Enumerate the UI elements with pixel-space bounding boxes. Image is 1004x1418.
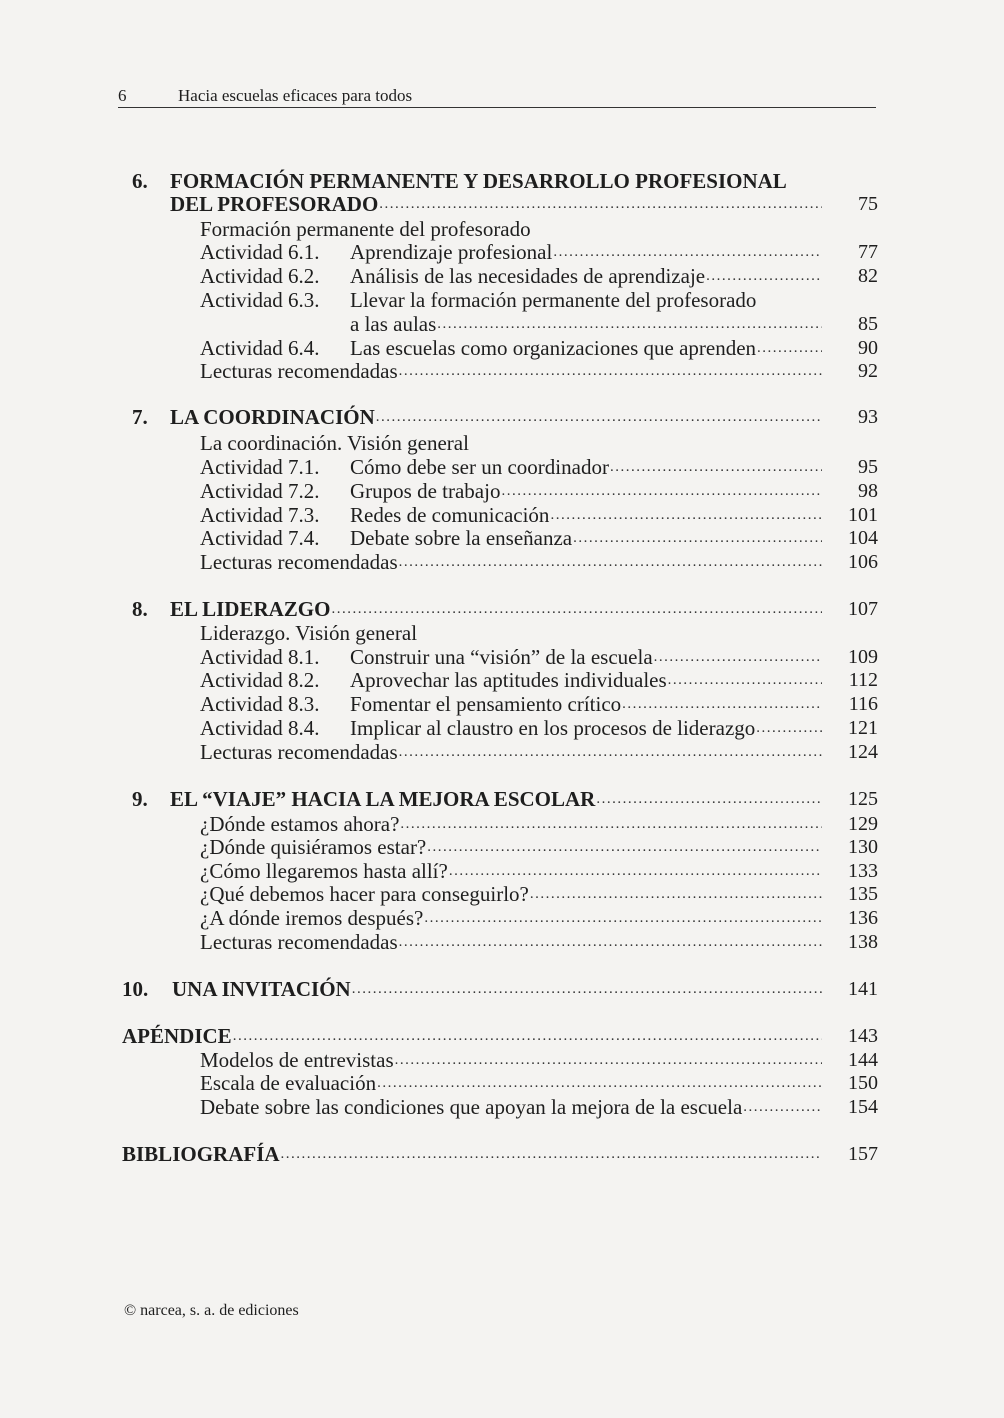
leader-dots: [280, 1141, 822, 1167]
page-ref: 141: [848, 978, 878, 1000]
page-ref: 95: [858, 456, 878, 478]
entry-text: Aprendizaje profesional: [350, 240, 553, 264]
toc-entry[interactable]: [200, 430, 800, 456]
toc-entry[interactable]: [200, 691, 878, 717]
section-title: APÉNDICE: [122, 1024, 232, 1048]
page-ref: 154: [848, 1096, 878, 1118]
leader-dots: [376, 1070, 822, 1096]
leader-dots: [423, 905, 822, 931]
leader-dots: [426, 834, 822, 860]
entry-text: Lecturas recomendadas: [200, 359, 398, 383]
entry-text: Debate sobre la enseñanza: [350, 526, 573, 550]
entry-text: ¿A dónde iremos después?: [200, 906, 424, 930]
entry-body: [350, 525, 822, 551]
entry-body: [200, 549, 822, 575]
toc-entry[interactable]: [200, 1070, 878, 1096]
entry-body: [200, 905, 822, 931]
toc-appendix-heading[interactable]: [122, 1023, 878, 1049]
entry-body: [200, 834, 822, 860]
page-ref: 144: [848, 1049, 878, 1071]
page-ref: 157: [848, 1143, 878, 1165]
entry-body: [122, 1023, 822, 1049]
toc-entry-cont[interactable]: [200, 311, 878, 337]
entry-text: Análisis de las necesidades de aprendizaje: [350, 264, 706, 288]
entry-text: Liderazgo. Visión general: [200, 621, 418, 645]
toc-section-8-heading[interactable]: [132, 596, 878, 622]
entry-text: Llevar la formación permanente del profesorado: [350, 288, 757, 312]
toc-entry[interactable]: [200, 478, 878, 504]
leader-dots: [351, 976, 822, 1002]
leader-dots: [398, 358, 822, 384]
activity-label: Actividad 7.4.: [200, 526, 320, 550]
leader-dots: [398, 549, 822, 575]
entry-text: Construir una “visión” de la escuela: [350, 645, 653, 669]
page-number: 6: [118, 86, 127, 105]
section-title: LA COORDINACIÓN: [170, 405, 375, 429]
page-ref: 135: [848, 883, 878, 905]
activity-label: Actividad 8.2.: [200, 668, 320, 692]
entry-body: [172, 976, 822, 1002]
leader-dots: [330, 596, 822, 622]
page-ref: 138: [848, 931, 878, 953]
activity-label: Actividad 7.3.: [200, 503, 320, 527]
page-ref: 85: [858, 313, 878, 335]
section-title: EL LIDERAZGO: [170, 597, 331, 621]
entry-body: [170, 191, 822, 217]
page-ref: 116: [848, 693, 878, 715]
page-ref: 112: [848, 669, 878, 691]
entry-text: La coordinación. Visión general: [200, 431, 469, 455]
entry-text: Formación permanente del profesorado: [200, 217, 531, 241]
entry-text: Debate sobre las condiciones que apoyan la mejora de la escuela: [200, 1095, 743, 1119]
entry-text: ¿Qué debemos hacer para conseguirlo?: [200, 882, 529, 906]
leader-dots: [705, 263, 822, 289]
page-ref: 106: [848, 551, 878, 573]
entry-body: [170, 404, 822, 430]
page-ref: 130: [848, 836, 878, 858]
entry-body: [200, 881, 822, 907]
section-title: UNA INVITACIÓN: [172, 977, 351, 1001]
toc-bibliography-heading[interactable]: [122, 1141, 878, 1167]
page-ref: 101: [848, 504, 878, 526]
section-title: FORMACIÓN PERMANENTE Y DESARROLLO PROFESIONAL: [170, 169, 787, 193]
section-number: 7.: [132, 405, 148, 429]
page-ref: 121: [848, 717, 878, 739]
copyright-footer: © narcea, s. a. de ediciones: [124, 1302, 299, 1319]
entry-text: Cómo debe ser un coordinador: [350, 455, 609, 479]
activity-label: Actividad 6.4.: [200, 336, 320, 360]
page-ref: 77: [858, 241, 878, 263]
section-title-cont: DEL PROFESORADO: [170, 192, 379, 216]
entry-body: [200, 739, 822, 765]
entry-text: ¿Dónde quisiéramos estar?: [200, 835, 427, 859]
page-ref: 150: [848, 1072, 878, 1094]
leader-dots: [621, 691, 822, 717]
activity-label: Actividad 8.1.: [200, 645, 320, 669]
activity-label: Actividad 8.3.: [200, 692, 320, 716]
entry-text: Escala de evaluación: [200, 1071, 377, 1095]
leader-dots: [552, 239, 822, 265]
leader-dots: [609, 454, 822, 480]
activity-label: Actividad 8.4.: [200, 716, 320, 740]
toc-entry[interactable]: [200, 525, 878, 551]
leader-dots: [595, 786, 822, 812]
toc-entry[interactable]: [200, 454, 878, 480]
activity-label: Actividad 6.3.: [200, 288, 320, 312]
leader-dots: [742, 1094, 822, 1120]
leader-dots: [232, 1023, 822, 1049]
toc-section-6-heading-cont[interactable]: [132, 191, 878, 217]
toc-entry[interactable]: [200, 881, 878, 907]
page-ref: 104: [848, 527, 878, 549]
toc-entry[interactable]: [200, 1094, 878, 1120]
page-ref: 109: [848, 646, 878, 668]
section-title: BIBLIOGRAFÍA: [122, 1142, 280, 1166]
toc-entry[interactable]: [200, 549, 878, 575]
entry-text: Lecturas recomendadas: [200, 930, 398, 954]
activity-label: Actividad 6.1.: [200, 240, 320, 264]
toc-entry[interactable]: [200, 715, 878, 741]
toc-section-10-heading[interactable]: [122, 976, 878, 1002]
toc-entry[interactable]: [200, 834, 878, 860]
page-ref: 125: [848, 788, 878, 810]
leader-dots: [398, 739, 822, 765]
entry-body: [350, 478, 822, 504]
entry-body: [200, 1070, 822, 1096]
page-ref: 133: [848, 860, 878, 882]
entry-text: ¿Cómo llegaremos hasta allí?: [200, 859, 448, 883]
activity-label: Actividad 7.1.: [200, 455, 320, 479]
leader-dots: [398, 929, 822, 955]
leader-dots: [755, 715, 822, 741]
leader-dots: [667, 667, 822, 693]
entry-body: [200, 929, 822, 955]
entry-text: Implicar al claustro en los procesos de liderazgo: [350, 716, 756, 740]
toc-entry[interactable]: [200, 358, 878, 384]
entry-text: Lecturas recomendadas: [200, 740, 398, 764]
activity-label: Actividad 7.2.: [200, 479, 320, 503]
entry-body: [350, 454, 822, 480]
toc-entry[interactable]: [200, 263, 878, 289]
entry-text: Redes de comunicación: [350, 503, 550, 527]
section-title: EL “VIAJE” HACIA LA MEJORA ESCOLAR: [170, 787, 596, 811]
section-number: 8.: [132, 597, 148, 621]
leader-dots: [375, 404, 822, 430]
entry-text: Modelos de entrevistas: [200, 1048, 394, 1072]
entry-text: Aprovechar las aptitudes individuales: [350, 668, 667, 692]
entry-body: [350, 667, 822, 693]
toc-section-7-heading[interactable]: [132, 404, 878, 430]
section-number: 9.: [132, 787, 148, 811]
page-ref: 92: [858, 360, 878, 382]
page-ref: 143: [848, 1025, 878, 1047]
page-ref: 82: [858, 265, 878, 287]
entry-body: [350, 715, 822, 741]
toc-entry[interactable]: [200, 929, 878, 955]
entry-text: Fomentar el pensamiento crítico: [350, 692, 622, 716]
entry-text: Grupos de trabajo: [350, 479, 501, 503]
entry-body: [350, 691, 822, 717]
toc-entry[interactable]: [200, 739, 878, 765]
page-ref: 75: [858, 193, 878, 215]
leader-dots: [529, 881, 822, 907]
leader-dots: [500, 478, 822, 504]
entry-text: Lecturas recomendadas: [200, 550, 398, 574]
leader-dots: [378, 191, 822, 217]
toc-entry[interactable]: [200, 287, 878, 313]
activity-label: Actividad 6.2.: [200, 264, 320, 288]
page-ref: 124: [848, 741, 878, 763]
entry-text-cont: a las aulas: [350, 312, 437, 336]
entry-body: [122, 1141, 822, 1167]
toc-entry[interactable]: [200, 239, 878, 265]
page-ref: 107: [848, 598, 878, 620]
entry-text: Las escuelas como organizaciones que aprenden: [350, 336, 757, 360]
leader-dots: [436, 311, 822, 337]
entry-body: [170, 596, 822, 622]
page-ref: 90: [858, 337, 878, 359]
page-ref: 129: [848, 813, 878, 835]
entry-body: [350, 239, 822, 265]
toc-entry[interactable]: [200, 667, 878, 693]
page-ref: 93: [858, 406, 878, 428]
running-title: Hacia escuelas eficaces para todos: [178, 86, 413, 105]
toc-section-9-heading[interactable]: [132, 786, 878, 812]
entry-body: [200, 358, 822, 384]
toc-entry[interactable]: [200, 620, 800, 646]
entry-body: [350, 311, 822, 337]
entry-body: [200, 1094, 822, 1120]
leader-dots: [572, 525, 822, 551]
entry-text: ¿Dónde estamos ahora?: [200, 812, 400, 836]
entry-body: [170, 786, 822, 812]
section-number: 10.: [122, 977, 149, 1001]
section-number: 6.: [132, 169, 148, 193]
header-rule: [118, 107, 876, 108]
page-ref: 98: [858, 480, 878, 502]
page-ref: 136: [848, 907, 878, 929]
toc-entry[interactable]: [200, 905, 878, 931]
entry-body: [350, 263, 822, 289]
